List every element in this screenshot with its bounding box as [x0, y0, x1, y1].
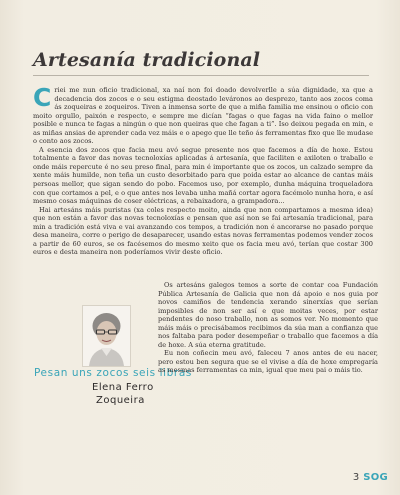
author-name: Elena Ferro [92, 382, 154, 393]
portrait-image [83, 306, 130, 366]
article-body [33, 83, 373, 257]
magazine-logo: SOG [363, 472, 388, 483]
pull-quote: Pesan uns zocos seis libras [34, 367, 192, 379]
paragraph-5: Eu non coñecin meu avó, faleceu 7 anos antes de eu nacer, pero estou ben segura que se el vivise a día de hoxe empregaría as mesmas ferramentas ca min, igual que meu pai o máis tio. [158, 349, 378, 375]
page-number: 3 [352, 472, 360, 483]
page-footer [353, 472, 388, 483]
paragraph-3: Hai artesáns máis puristas (xa coles respecto moito, ainda que non compartamos a mesma idea) que non están a favor das novas tecnoloxías e pensan que así non se fai artesanía tradicional, para min a tradición está viva e vai avanzando cos tempos, a tradición non é ancorarse no pasado porque desa maneira, corre o perigo de desaparecer, usando estas novas ferramentas podemos vender zocos a partir de 60 euros, se os facésemos do mesmo xeito que os facia meu avó, terían que costar 300 euros e desta maneira non poderíamos vivir deste oficio. [33, 205, 373, 257]
paragraph-4: Os artesáns galegos temos a sorte de contar coa Fundación Pública Artesanía de Galicia que non dá apoio e nos guia por novos camiños de tendencia xerando sinerxías que serían imposibles de non ser así e que moitas veces, por estar pendentes do noso traballo, non as somos ver. No momento que máis máis o precisábamos recibimos da súa man a confianza que nos faltaba para poder desempeñar o traballo que facemos a día de hoxe. A súa eterna gratitude. [158, 281, 378, 349]
paragraph-2: A esencia dos zocos que facia meu avó segue presente nos que facemos a día de hoxe. Estou totalmente a favor das novas tecnoloxías aplicadas á artesanía, que faciliten e axiloten o traballo e onde máis repercute é no seu preso final, para min é importante que os zocos, un calzado sempre da xente máis humilde, non teña un custo desorbitado para que poida estar ao alcance de cantas máis persoas mellor, que sigan sendo do pobo. Facemos uso, por exemplo, dunha máquina troqueladora con que cortamos a pel, e o que antes nos levaba unha mañá cortar agora facémolo nunha hora, e así mesmo cosas máquinas de coser eléctricas, a rebaixadora, a grampadora... [33, 145, 373, 206]
title-divider [33, 75, 369, 76]
article-title: Artesanía tradicional [33, 49, 261, 71]
drop-cap: C [33, 83, 52, 112]
right-column [158, 281, 378, 375]
author-photo [82, 305, 131, 367]
paragraph-1: riei me nun oficio tradicional, xa naí non foi doado devolverlle a súa dignidade, xa que a decadencia dos zocos e o seu estigma deostado leváronos ao desprezo, tanto aos zocos coma ás zoqueiras e zoqueiros. Tiven a inmensa sorte de que a miña familia me ensinou o oficio con moito orgullo, paixón e respecto, e sempre me dicían “fagas o que fagas na vida faino o mellor posible e nunca te fagas a ningún o que non queiras que che fagan a ti”. Iso deixou pegada en min, e as miñas ansias de aprender cada vez máis e o apego que lle teño ás ferramentas fixo que lle mudase o conto aos zocos. [33, 86, 373, 146]
author-role: Zoqueira [96, 395, 145, 406]
